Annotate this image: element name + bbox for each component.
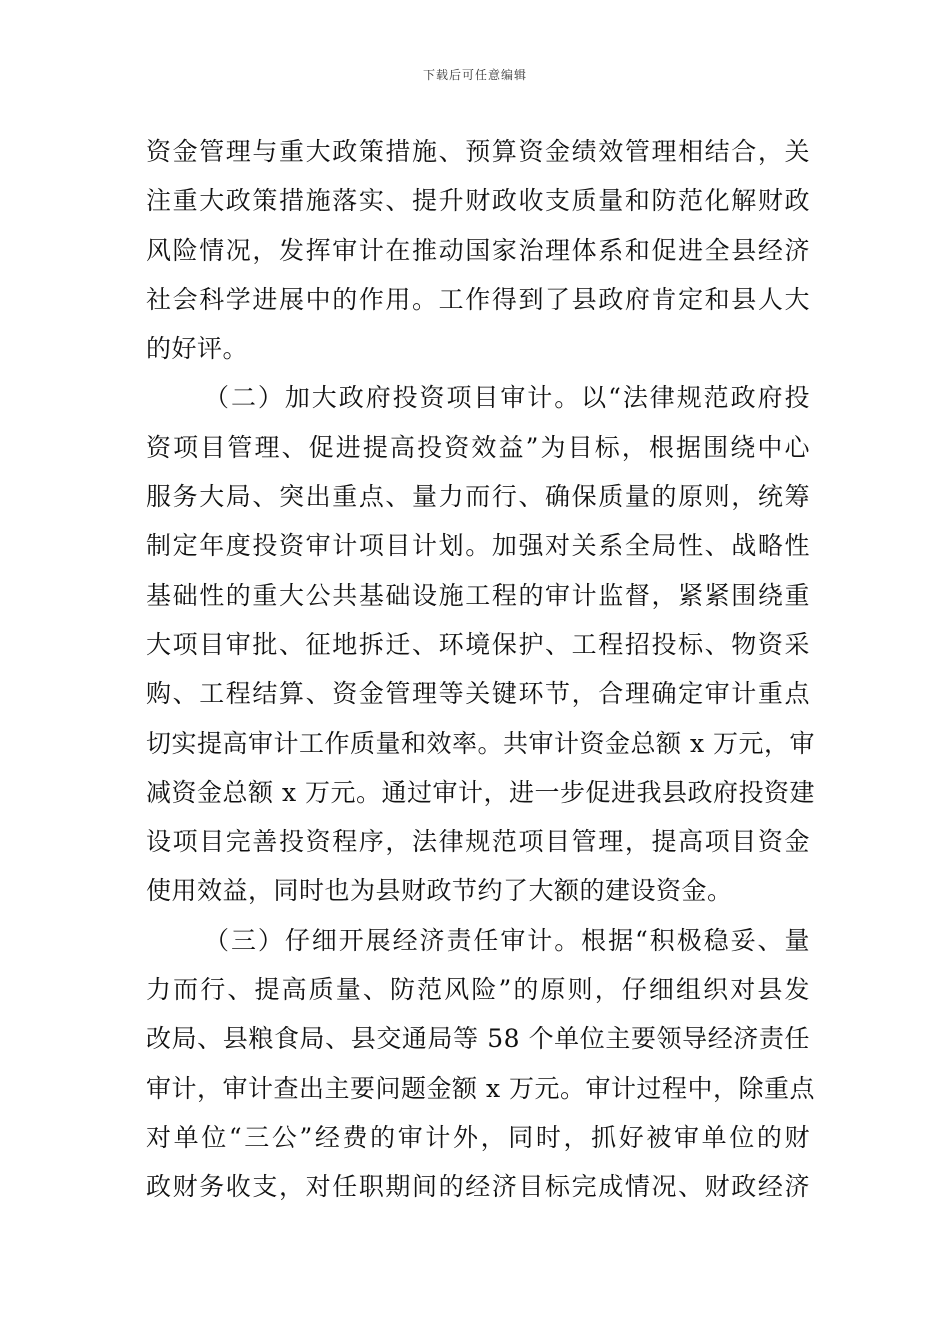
page-header: 下载后可任意编辑 <box>422 68 527 82</box>
paragraph-2-line-5: 基础性的重大公共基础设施工程的审计监督，紧紧围绕重 <box>146 580 810 610</box>
paragraph-2-line-6: 大项目审批、征地拆迁、环境保护、工程招投标、物资采 <box>146 629 810 659</box>
paragraph-1-line-5: 的好评。 <box>146 334 249 364</box>
paragraph-2-line-8: 切实提高审计工作质量和效率。共审计资金总额 x 万元，审 <box>146 728 815 758</box>
paragraph-3-line-6: 政财务收支，对任职期间的经济目标完成情况、财政经济 <box>146 1172 810 1202</box>
paragraph-1-line-3: 风险情况，发挥审计在推动国家治理体系和促进全县经济 <box>146 235 810 265</box>
paragraph-3-line-3: 改局、县粮食局、县交通局等 58 个单位主要领导经济责任 <box>146 1024 810 1054</box>
paragraph-3-line-5: 对单位“三公”经费的审计外，同时，抓好被审单位的财 <box>146 1122 810 1152</box>
paragraph-3-line-2: 力而行、提高质量、防范风险”的原则，仔细组织对县发 <box>146 975 810 1005</box>
paragraph-2-line-3: 服务大局、突出重点、量力而行、确保质量的原则，统筹 <box>146 482 810 512</box>
paragraph-2-line-1: （二）加大政府投资项目审计。以“法律规范政府投 <box>204 383 810 413</box>
paragraph-2-line-2: 资项目管理、促进提高投资效益”为目标，根据围绕中心 <box>146 432 810 462</box>
paragraph-1-line-2: 注重大政策措施落实、提升财政收支质量和防范化解财政 <box>146 186 810 216</box>
paragraph-2-line-9: 减资金总额 x 万元。通过审计，进一步促进我县政府投资建 <box>146 777 815 807</box>
paragraph-2-line-10: 设项目完善投资程序，法律规范项目管理，提高项目资金 <box>146 827 810 857</box>
paragraph-2-line-11: 使用效益，同时也为县财政节约了大额的建设资金。 <box>146 876 733 906</box>
paragraph-2-line-7: 购、工程结算、资金管理等关键环节，合理确定审计重点 <box>146 679 810 709</box>
paragraph-1-line-1: 资金管理与重大政策措施、预算资金绩效管理相结合，关 <box>146 137 810 166</box>
paragraph-3-line-4: 审计，审计查出主要问题金额 x 万元。审计过程中，除重点 <box>146 1073 815 1103</box>
paragraph-1-line-4: 社会科学进展中的作用。工作得到了县政府肯定和县人大 <box>146 284 810 314</box>
document-body <box>146 127 815 1212</box>
paragraph-2-line-4: 制定年度投资审计项目计划。加强对关系全局性、战略性 <box>146 531 810 561</box>
paragraph-3-line-1: （三）仔细开展经济责任审计。根据“积极稳妥、量 <box>204 925 810 955</box>
